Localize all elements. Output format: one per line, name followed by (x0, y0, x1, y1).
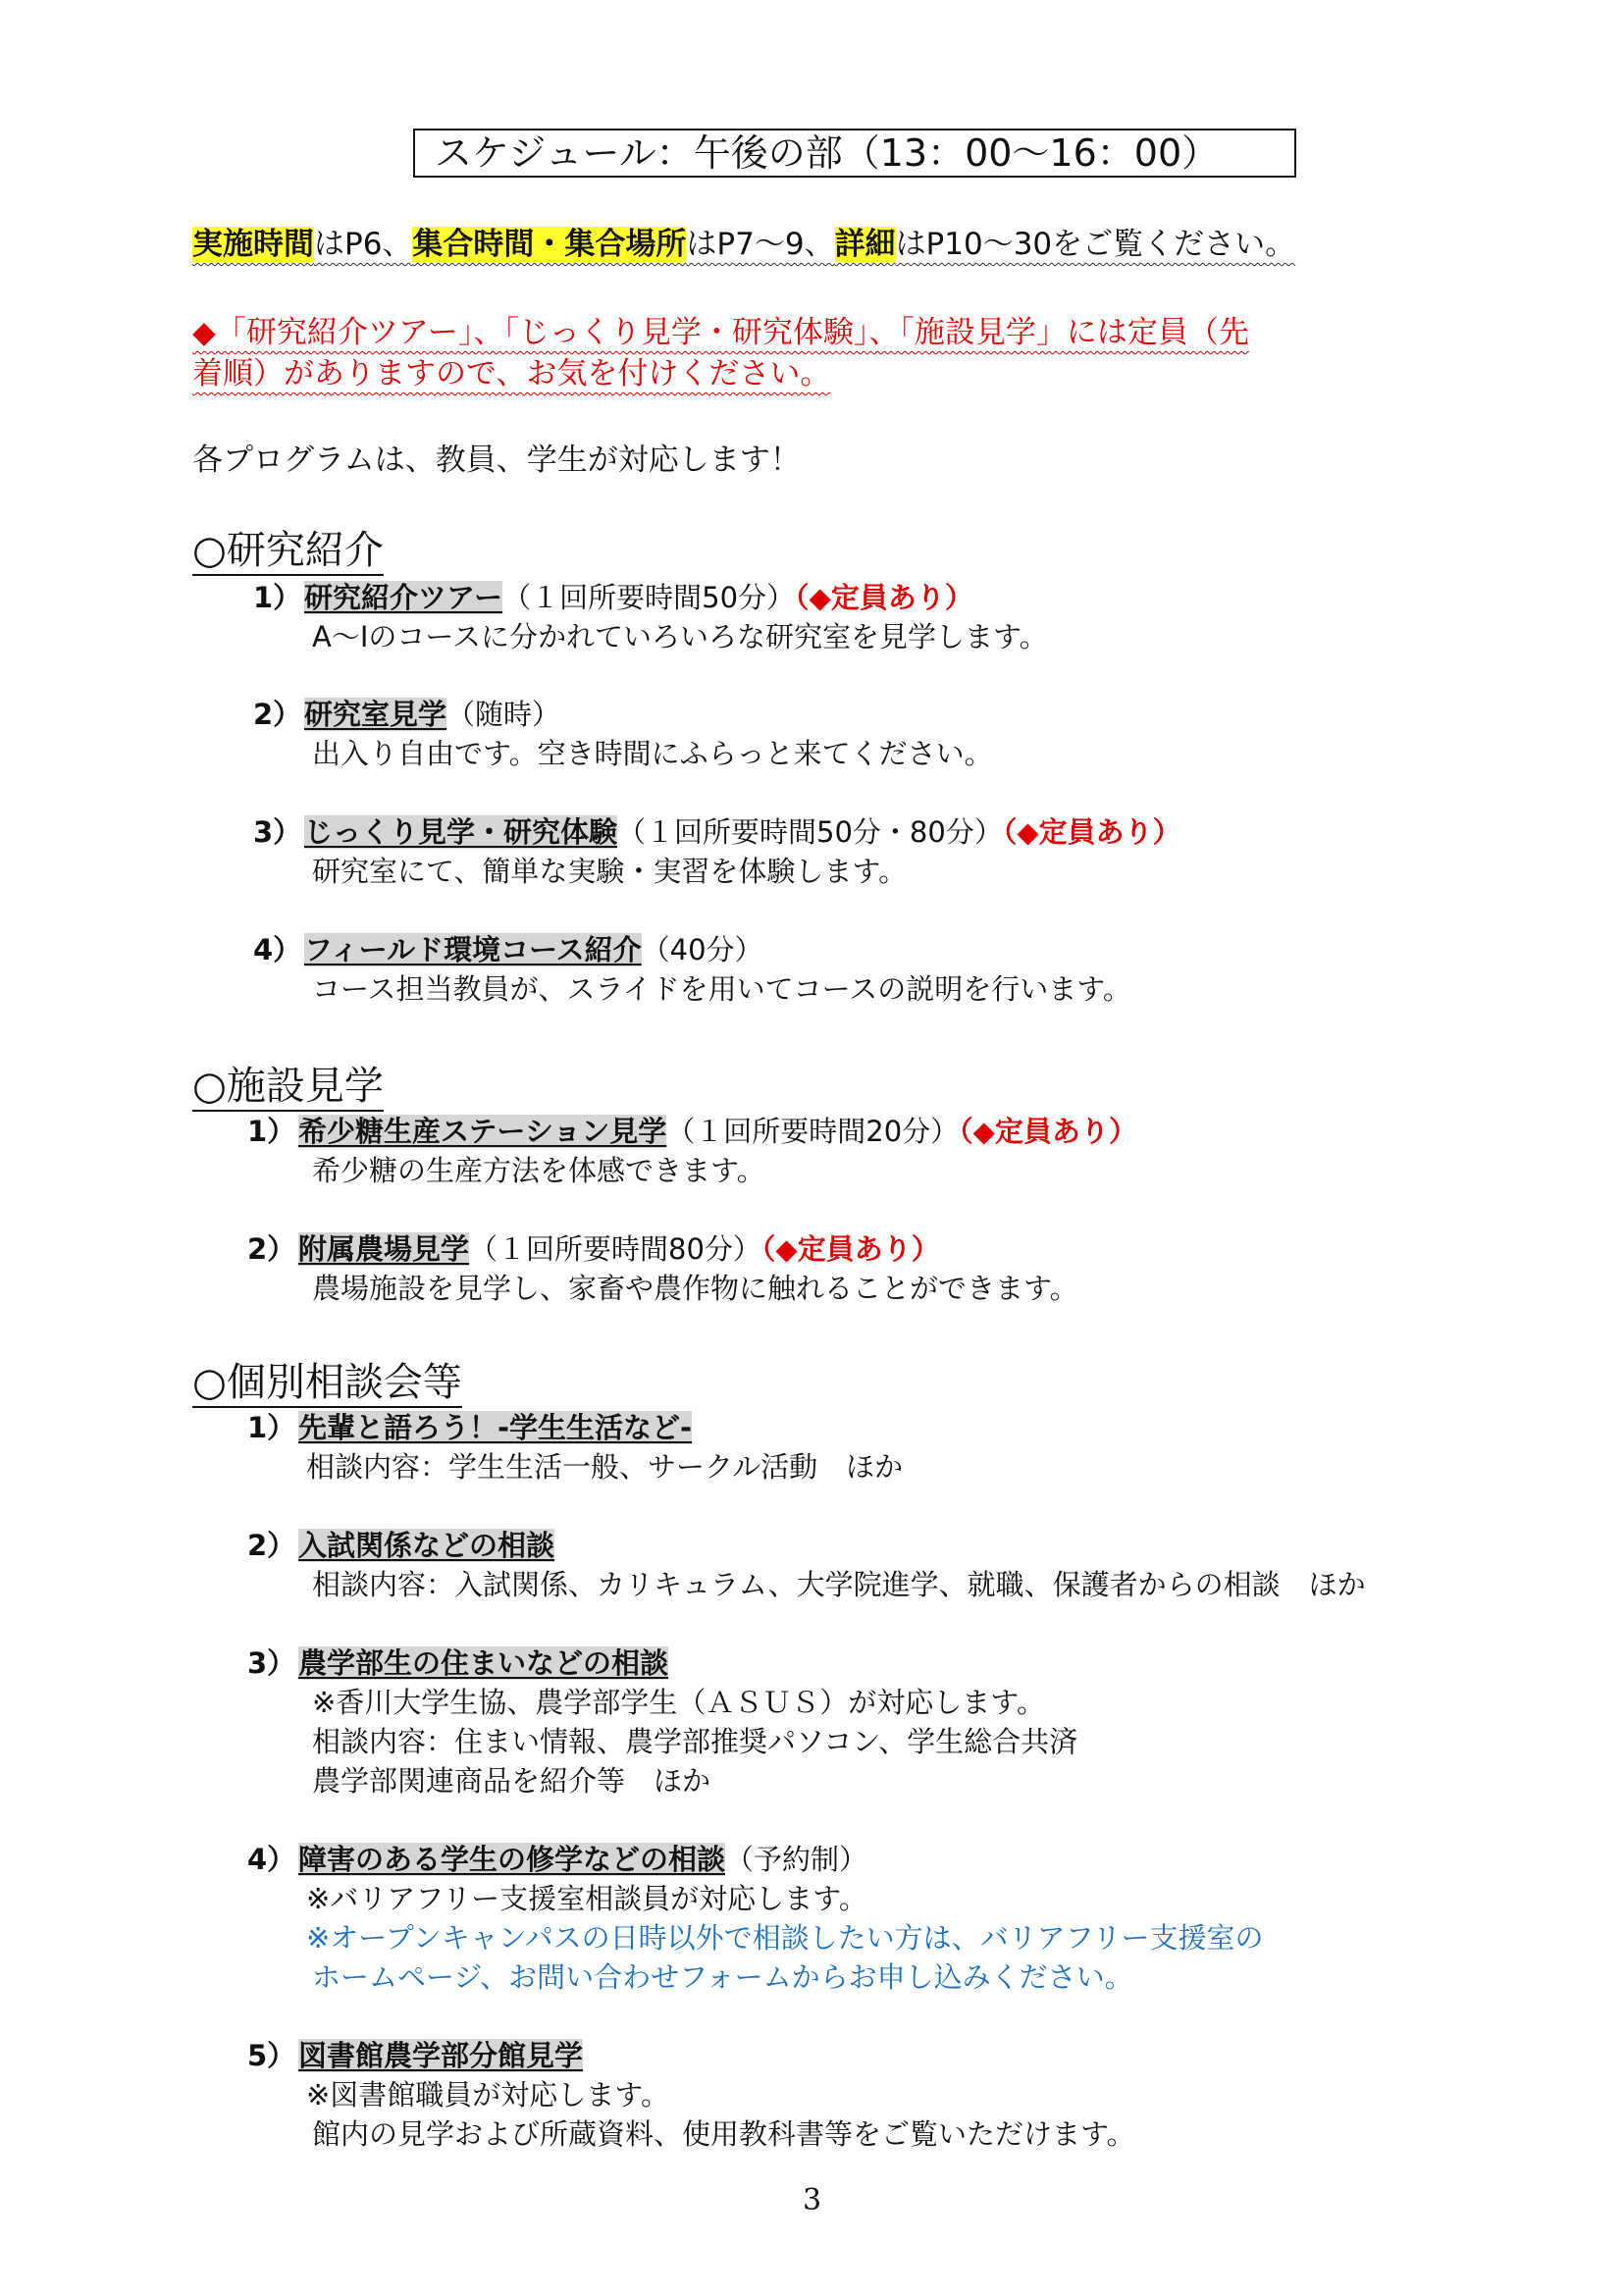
notice-line-2: 着順）がありますので、お気を付けください。 (192, 356, 831, 391)
item-name: フィールド環境コース紹介 (304, 933, 642, 966)
intro-part-2: はP6、 (314, 227, 413, 262)
item-number: 2） (247, 1529, 296, 1562)
item-note-blue: ホームページ、お問い合わせフォームからお申し込みください。 (312, 1960, 1133, 1994)
capacity-label: （◆定員あり） (959, 1115, 1137, 1148)
item-detail: （１回所要時間80分） (469, 1232, 761, 1266)
intro-part-4: はP7〜9、 (686, 227, 835, 262)
item-detail: （40分） (641, 933, 763, 966)
item-name: 希少糖生産ステーション見学 (298, 1115, 667, 1148)
item-number: 5） (247, 2039, 296, 2072)
item-note-blue: ※オープンキャンパスの日時以外で相談したい方は、バリアフリー支援室の (306, 1921, 1264, 1955)
section-heading-consultation: ○個別相談会等 (192, 1359, 462, 1408)
item-description: ※香川大学生協、農学部学生（ＡＳＵＳ）が対応します。 (312, 1686, 1045, 1719)
capacity-label: （◆定員あり） (795, 581, 973, 614)
program-item (253, 812, 1529, 852)
item-description: 相談内容：住まい情報、農学部推奨パソコン、学生総合共済 (312, 1725, 1078, 1758)
item-description: 出入り自由です。空き時間にふらっと来てください。 (312, 737, 993, 770)
item-number: 2） (253, 698, 302, 731)
item-number: 4） (253, 933, 302, 966)
program-item (253, 695, 1529, 734)
item-name: 入試関係などの相談 (298, 1529, 555, 1562)
item-description: 研究室にて、簡単な実験・実習を体験します。 (312, 855, 908, 888)
item-detail: （１回所要時間50分・80分） (617, 815, 1003, 849)
capacity-label: （◆定員あり） (1002, 815, 1181, 849)
program-item (253, 930, 1529, 969)
item-name: 図書館農学部分館見学 (298, 2039, 584, 2072)
item-description: 農場施設を見学し、家畜や農作物に触れることができます。 (312, 1272, 1078, 1305)
item-name: 先輩と語ろう！-学生生活など- (298, 1411, 693, 1444)
item-description: ※バリアフリー支援室相談員が対応します。 (306, 1882, 867, 1915)
notice-line-1: ◆「研究紹介ツアー」、「じっくり見学・研究体験」、「施設見学」には定員（先 (192, 315, 1249, 350)
intro-part-5: 詳細 (834, 227, 896, 262)
item-description: 館内の見学および所蔵資料、使用教科書等をご覧いただけます。 (312, 2117, 1135, 2151)
item-detail: （１回所要時間50分） (502, 581, 796, 614)
item-detail: （１回所要時間20分） (666, 1115, 960, 1148)
item-name: 障害のある学生の修学などの相談 (298, 1843, 726, 1876)
item-detail: （予約制） (725, 1843, 868, 1876)
intro-part-3: 集合時間・集合場所 (412, 227, 687, 262)
program-item (247, 1643, 1523, 1683)
item-number: 2） (247, 1232, 296, 1266)
item-number: 3） (247, 1646, 296, 1680)
item-description: 農学部関連商品を紹介等 ほか (312, 1764, 711, 1798)
page-number: 3 (802, 2183, 822, 2217)
program-item (247, 1840, 1523, 1879)
schedule-title: スケジュール：午後の部（13：00〜16：00） (413, 129, 1296, 178)
item-description: A〜Iのコースに分かれていろいろな研究室を見学します。 (312, 620, 1048, 653)
item-name: 研究室見学 (304, 698, 447, 731)
item-number: 1） (253, 581, 302, 614)
section-heading-research: ○研究紹介 (192, 527, 384, 576)
capacity-label: （◆定員あり） (760, 1232, 940, 1266)
program-item (247, 1112, 1523, 1151)
program-item (247, 1229, 1523, 1269)
intro-part-1: 実施時間 (192, 227, 314, 262)
item-name: 農学部生の住まいなどの相談 (298, 1646, 669, 1680)
program-item (247, 2036, 1523, 2075)
intro-line (192, 224, 1468, 265)
item-description: 相談内容：学生生活一般、サークル活動 ほか (306, 1450, 904, 1484)
program-item (247, 1526, 1523, 1565)
item-name: じっくり見学・研究体験 (304, 815, 618, 849)
item-description: 相談内容：入試関係、カリキュラム、大学院進学、就職、保護者からの相談 ほか (312, 1568, 1366, 1601)
item-number: 4） (247, 1843, 296, 1876)
item-number: 1） (247, 1115, 296, 1148)
item-description: コース担当教員が、スライドを用いてコースの説明を行います。 (312, 972, 1131, 1006)
item-description: ※図書館職員が対応します。 (306, 2078, 669, 2112)
capacity-notice (192, 312, 1429, 394)
intro-part-6: はP10〜30をご覧ください。 (895, 227, 1296, 262)
lead-text: 各プログラムは、教員、学生が対応します！ (192, 443, 801, 478)
item-name: 研究紹介ツアー (304, 581, 503, 614)
program-item (253, 578, 1529, 617)
item-number: 1） (247, 1411, 296, 1444)
item-description: 希少糖の生産方法を体感できます。 (312, 1154, 765, 1187)
section-heading-facility: ○施設見学 (192, 1063, 384, 1112)
item-detail: （随時） (446, 698, 561, 731)
item-number: 3） (253, 815, 302, 849)
item-name: 附属農場見学 (298, 1232, 470, 1266)
program-item (247, 1408, 1523, 1447)
